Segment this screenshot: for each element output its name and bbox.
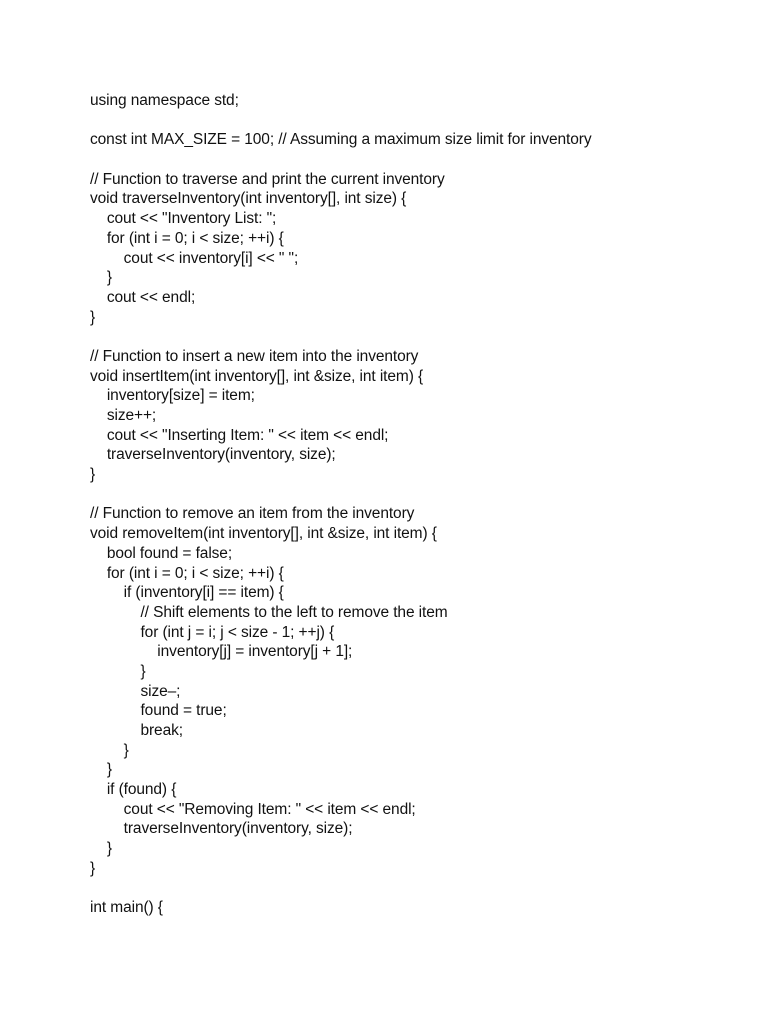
code-line: } bbox=[90, 741, 129, 759]
code-line: } bbox=[90, 269, 112, 287]
code-line: const int MAX_SIZE = 100; // Assuming a maximum size limit for inventory bbox=[90, 131, 592, 149]
code-line: break; bbox=[90, 722, 183, 739]
code-line: void removeItem(int inventory[], int &size, int item) { bbox=[90, 525, 437, 543]
code-line: } bbox=[90, 466, 96, 484]
code-line: // Function to remove an item from the inventory bbox=[90, 505, 415, 523]
code-line: } bbox=[90, 840, 112, 858]
code-line: size++; bbox=[90, 407, 157, 424]
code-line: cout << inventory[i] << " "; bbox=[90, 249, 299, 267]
code-line: inventory[j] = inventory[j + 1]; bbox=[90, 643, 353, 661]
code-line: cout << "Inventory List: "; bbox=[90, 210, 277, 228]
code-line: // Function to traverse and print the current inventory bbox=[90, 170, 445, 188]
code-line: if (inventory[i] == item) { bbox=[90, 584, 284, 602]
code-listing bbox=[90, 91, 750, 918]
code-line: found = true; bbox=[90, 702, 227, 720]
code-line: int main() { bbox=[90, 899, 163, 917]
code-line: // Function to insert a new item into the inventory bbox=[90, 347, 419, 365]
code-line: for (int j = i; j < size - 1; ++j) { bbox=[90, 623, 335, 641]
code-line bbox=[90, 879, 750, 899]
code-line: } bbox=[90, 761, 112, 779]
code-line: // Shift elements to the left to remove the item bbox=[90, 603, 448, 621]
code-line: for (int i = 0; i < size; ++i) { bbox=[90, 229, 284, 247]
code-line: traverseInventory(inventory, size); bbox=[90, 446, 336, 464]
code-line: using namespace std; bbox=[90, 92, 239, 109]
code-line bbox=[90, 485, 750, 505]
code-line: void insertItem(int inventory[], int &size, int item) { bbox=[90, 367, 424, 385]
code-line bbox=[90, 327, 750, 347]
code-line: } bbox=[90, 308, 96, 326]
code-line: traverseInventory(inventory, size); bbox=[90, 820, 353, 838]
code-line: cout << "Removing Item: " << item << endl; bbox=[90, 800, 416, 818]
code-line: void traverseInventory(int inventory[], int size) { bbox=[90, 190, 407, 208]
code-line: bool found = false; bbox=[90, 544, 233, 562]
code-line: size–; bbox=[90, 682, 181, 700]
code-line: inventory[size] = item; bbox=[90, 387, 255, 405]
code-line bbox=[90, 150, 750, 170]
code-line: cout << "Inserting Item: " << item << endl; bbox=[90, 426, 389, 444]
code-line bbox=[90, 111, 750, 131]
code-line: } bbox=[90, 662, 146, 680]
code-line: for (int i = 0; i < size; ++i) { bbox=[90, 564, 284, 582]
code-line: if (found) { bbox=[90, 781, 177, 799]
code-line: } bbox=[90, 859, 96, 877]
code-line: cout << endl; bbox=[90, 288, 196, 306]
